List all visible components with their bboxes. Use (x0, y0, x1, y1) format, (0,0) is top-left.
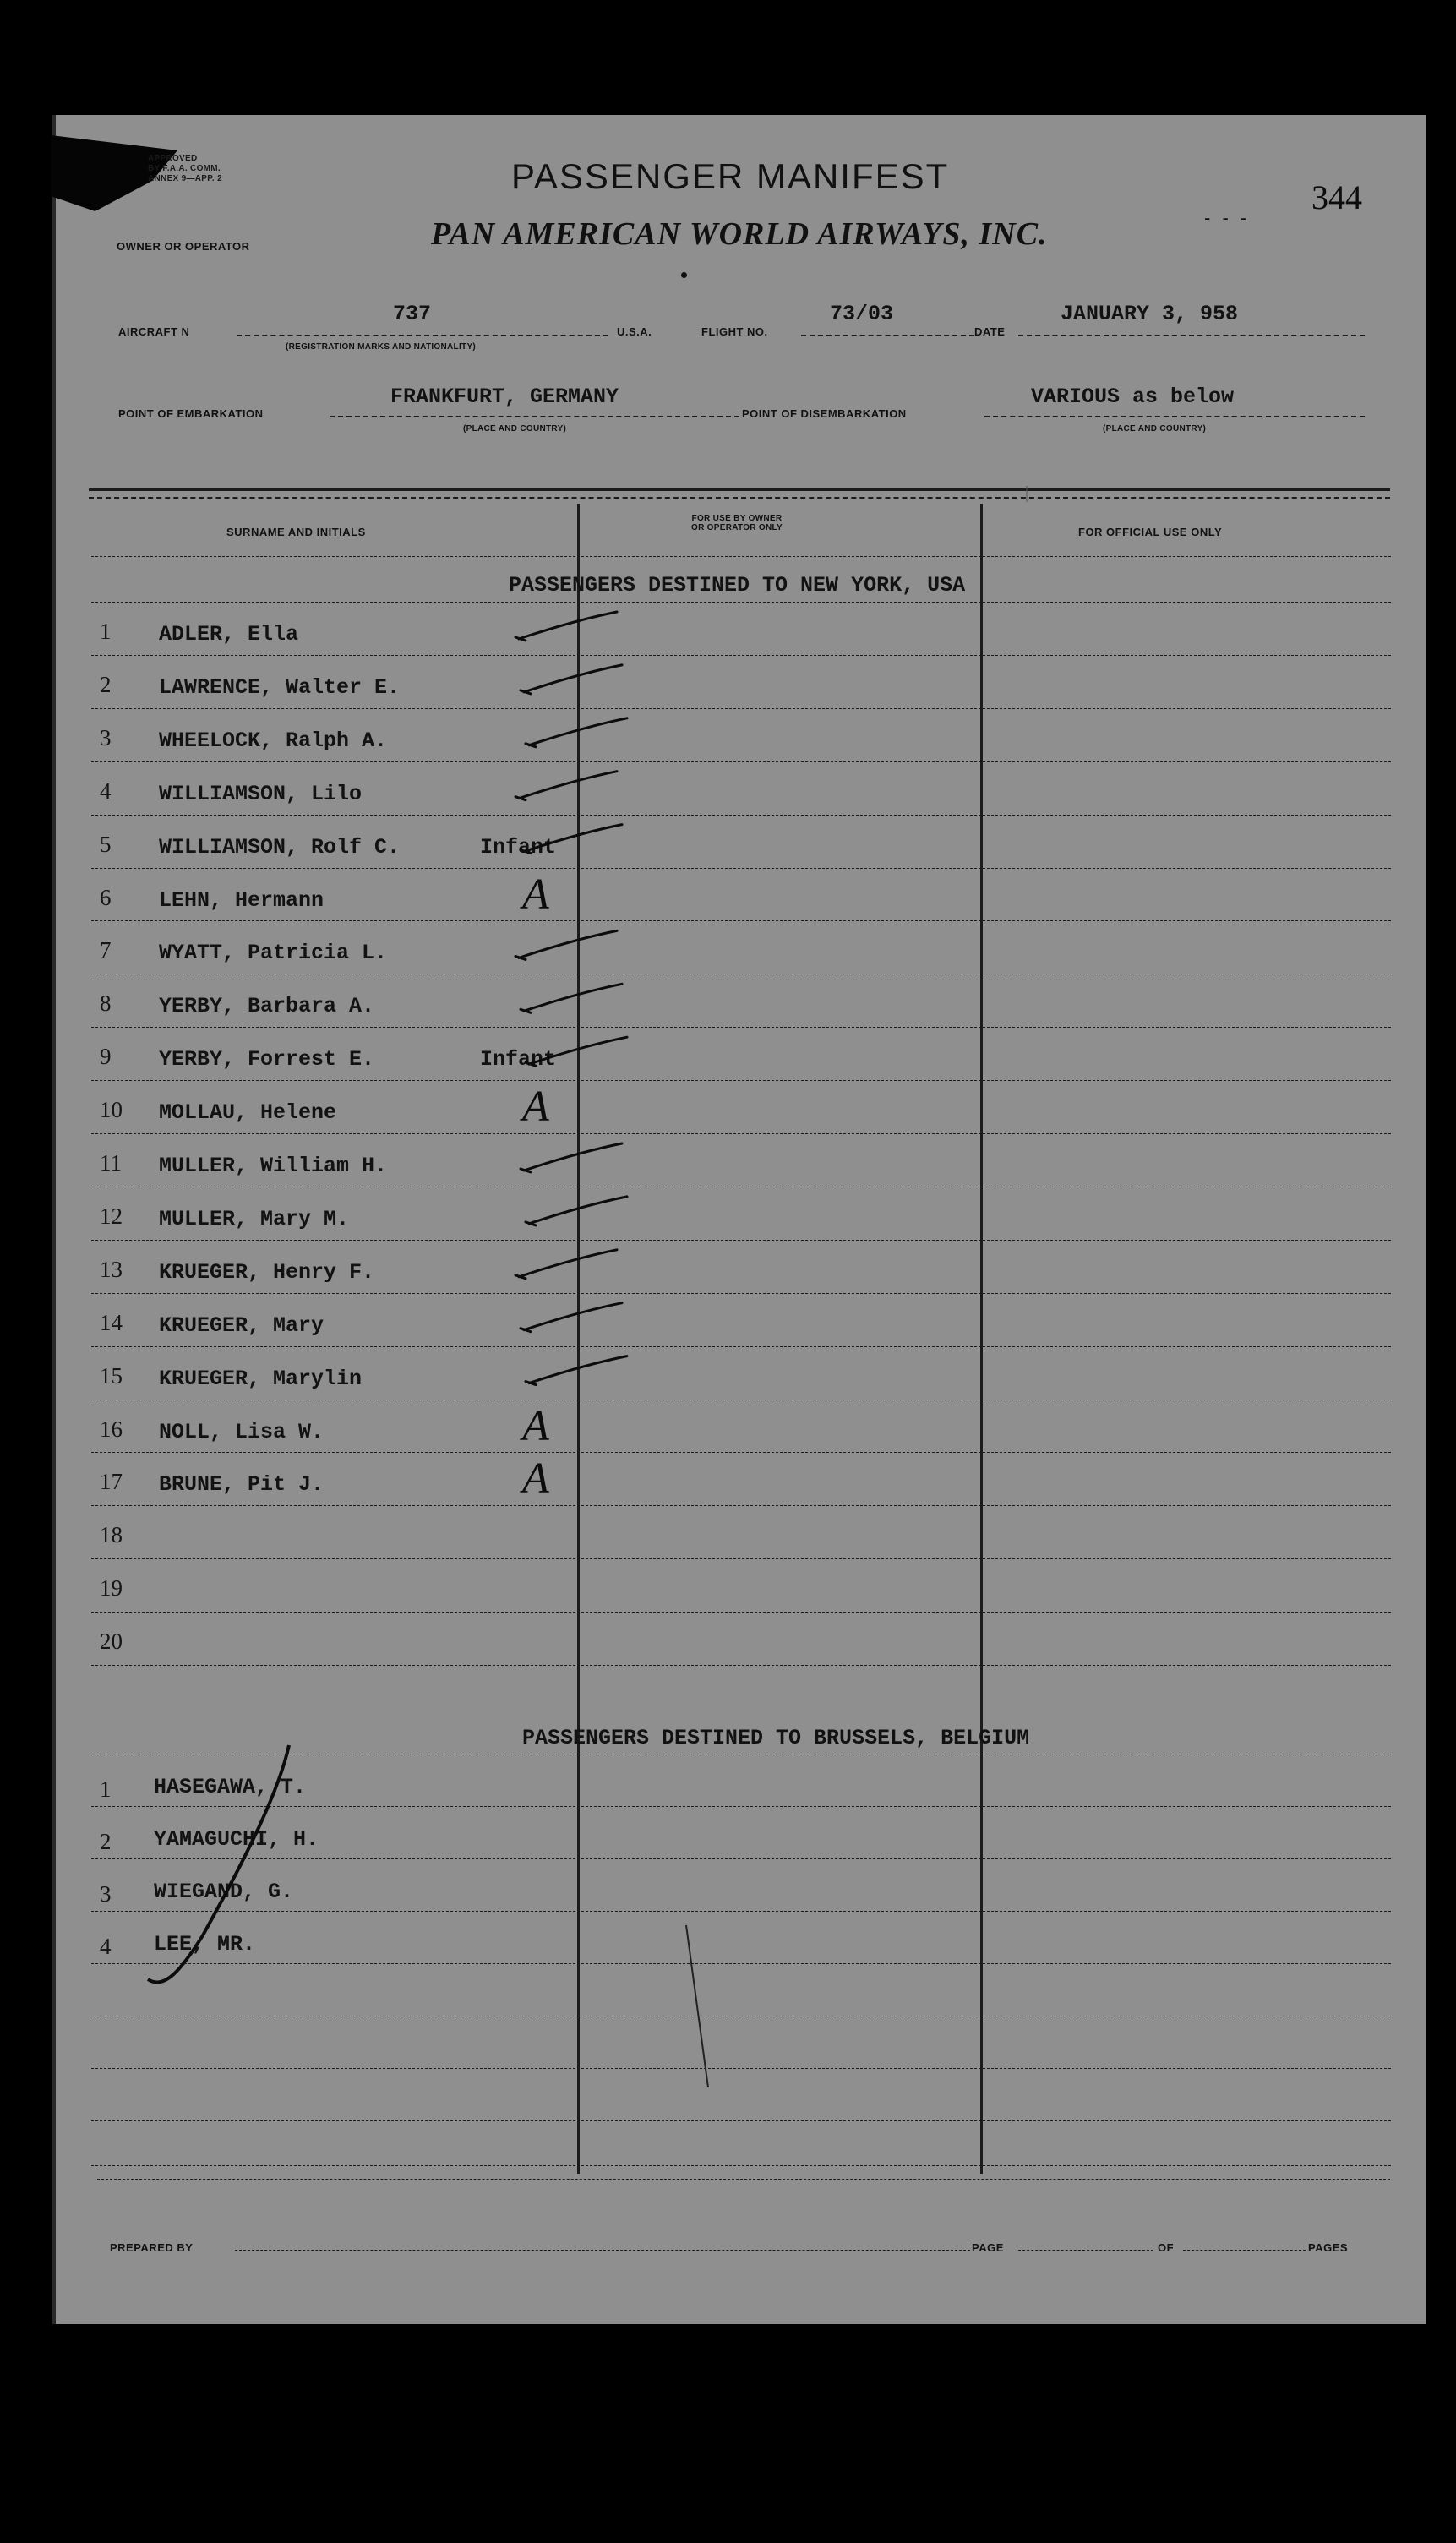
check-mark (526, 1356, 627, 1385)
footer-rule (97, 2179, 1390, 2180)
passenger-note: Infant (480, 1047, 557, 1072)
col-owner-header-line1: FOR USE BY OWNER (691, 514, 783, 523)
aircraft-value: 737 (393, 302, 432, 326)
page-title: PASSENGER MANIFEST (511, 156, 950, 196)
passenger-name: KRUEGER, Marylin (159, 1366, 363, 1391)
usa-label: U.S.A. (617, 325, 652, 338)
check-mark (515, 930, 617, 959)
hand-mark-a: A (522, 1401, 549, 1450)
section1-heading: PASSENGERS DESTINED TO NEW YORK, USA (509, 573, 966, 598)
of-label: OF (1158, 2241, 1175, 2254)
section2-tick-mark (148, 1745, 289, 1982)
hand-mark-a: A (522, 1083, 549, 1132)
row-number: 6 (100, 884, 112, 910)
passenger-name: WIEGAND, G. (154, 1880, 294, 1904)
row-number: 4 (100, 1934, 112, 1959)
date-label: DATE (974, 325, 1006, 338)
aircraft-label: AIRCRAFT N (118, 325, 190, 338)
flight-label: FLIGHT NO. (701, 325, 768, 338)
passenger-name: LEE, MR. (154, 1932, 256, 1956)
embarkation-value: FRANKFURT, GERMANY (390, 385, 619, 409)
passenger-name: WILLIAMSON, Rolf C. (159, 834, 401, 859)
row-number: 12 (100, 1203, 123, 1229)
approval-line-2: BY F.A.A. COMM. (148, 164, 221, 173)
passenger-name: NOLL, Lisa W. (159, 1419, 324, 1444)
row-number: 4 (100, 778, 112, 804)
row-number: 10 (100, 1097, 123, 1123)
registration-caption: (REGISTRATION MARKS AND NATIONALITY) (286, 342, 477, 352)
check-mark (521, 1143, 622, 1172)
passenger-name: LEHN, Hermann (159, 887, 324, 913)
row-number: 11 (100, 1150, 122, 1176)
stray-pen-line (686, 1925, 708, 2087)
operator-name: PAN AMERICAN WORLD AIRWAYS, INC. (431, 216, 1048, 252)
row-number: 1 (100, 1776, 112, 1802)
row-number: 2 (100, 671, 112, 697)
section2-heading: PASSENGERS DESTINED TO BRUSSELS, BELGIUM (522, 1726, 1030, 1750)
owner-label: OWNER OR OPERATOR (117, 240, 250, 253)
row-number: 13 (100, 1256, 123, 1282)
passenger-name: LAWRENCE, Walter E. (159, 674, 401, 700)
check-mark (515, 612, 617, 641)
check-mark (526, 1037, 627, 1066)
row-number: 18 (100, 1522, 123, 1548)
prepared-by-line (235, 2250, 970, 2251)
page-number: 344 (1311, 178, 1362, 216)
row-number: 15 (100, 1362, 123, 1389)
prepared-by-label: PREPARED BY (110, 2241, 194, 2254)
passenger-name: YERBY, Barbara A. (159, 994, 375, 1019)
col-owner-header-line2: OR OPERATOR ONLY (691, 523, 783, 532)
disembarkation-value: VARIOUS as below (1031, 385, 1235, 409)
row-number: 20 (100, 1629, 123, 1655)
hand-mark-a: A (522, 870, 549, 919)
row-number: 1 (100, 619, 112, 644)
check-mark (526, 1197, 627, 1225)
passenger-name: MULLER, William H. (159, 1154, 388, 1178)
passenger-name: YAMAGUCHI, H. (154, 1827, 319, 1852)
row-number: 19 (100, 1575, 123, 1602)
embarkation-label: POINT OF EMBARKATION (118, 407, 264, 420)
check-mark (521, 825, 622, 854)
row-number: 17 (100, 1469, 123, 1495)
passenger-name: WYATT, Patricia L. (159, 941, 388, 966)
row-number: 8 (100, 990, 112, 1017)
row-number: 9 (100, 1044, 112, 1070)
passenger-name: MOLLAU, Helene (159, 1100, 337, 1126)
hand-mark-a: A (522, 1454, 549, 1503)
approval-line-3: ANNEX 9—APP. 2 (148, 174, 222, 183)
of-line (1183, 2250, 1306, 2251)
disembarkation-caption: (PLACE AND COUNTRY) (1103, 424, 1207, 434)
check-mark (515, 1250, 617, 1279)
passenger-name: KRUEGER, Henry F. (159, 1259, 375, 1285)
embarkation-caption: (PLACE AND COUNTRY) (463, 424, 567, 434)
row-number: 5 (100, 831, 112, 857)
disembarkation-label: POINT OF DISEMBARKATION (742, 407, 907, 420)
page-label: PAGE (972, 2241, 1004, 2254)
flight-value: 73/03 (830, 302, 894, 326)
row-number: 3 (100, 724, 112, 750)
col-official-header: FOR OFFICIAL USE ONLY (1078, 526, 1223, 538)
row-number: 7 (100, 937, 112, 963)
row-number: 14 (100, 1309, 123, 1335)
page-line (1018, 2250, 1153, 2251)
row-number: 2 (100, 1829, 112, 1854)
pages-label: PAGES (1308, 2241, 1349, 2254)
approval-line-1: APPROVED (148, 154, 198, 163)
passenger-name: ADLER, Ella (159, 622, 299, 647)
passenger-note: Infant (480, 834, 557, 859)
page-dash: - - - (1204, 207, 1251, 228)
passenger-name: WHEELOCK, Ralph A. (159, 728, 388, 753)
check-mark (515, 772, 617, 800)
passenger-name: YERBY, Forrest E. (159, 1047, 375, 1072)
passenger-name: BRUNE, Pit J. (159, 1472, 324, 1498)
check-mark (521, 665, 622, 694)
passenger-name: HASEGAWA, T. (154, 1775, 307, 1799)
passenger-name: WILLIAMSON, Lilo (159, 781, 363, 806)
passenger-name: MULLER, Mary M. (159, 1206, 350, 1231)
row-number: 16 (100, 1416, 123, 1442)
check-mark (521, 984, 622, 1012)
check-mark (521, 1303, 622, 1332)
date-value: JANUARY 3, 958 (1061, 302, 1239, 326)
row-number: 3 (100, 1881, 112, 1907)
check-mark (526, 718, 627, 747)
passenger-name: KRUEGER, Mary (159, 1312, 324, 1338)
col-surname-header: SURNAME AND INITIALS (226, 526, 366, 538)
